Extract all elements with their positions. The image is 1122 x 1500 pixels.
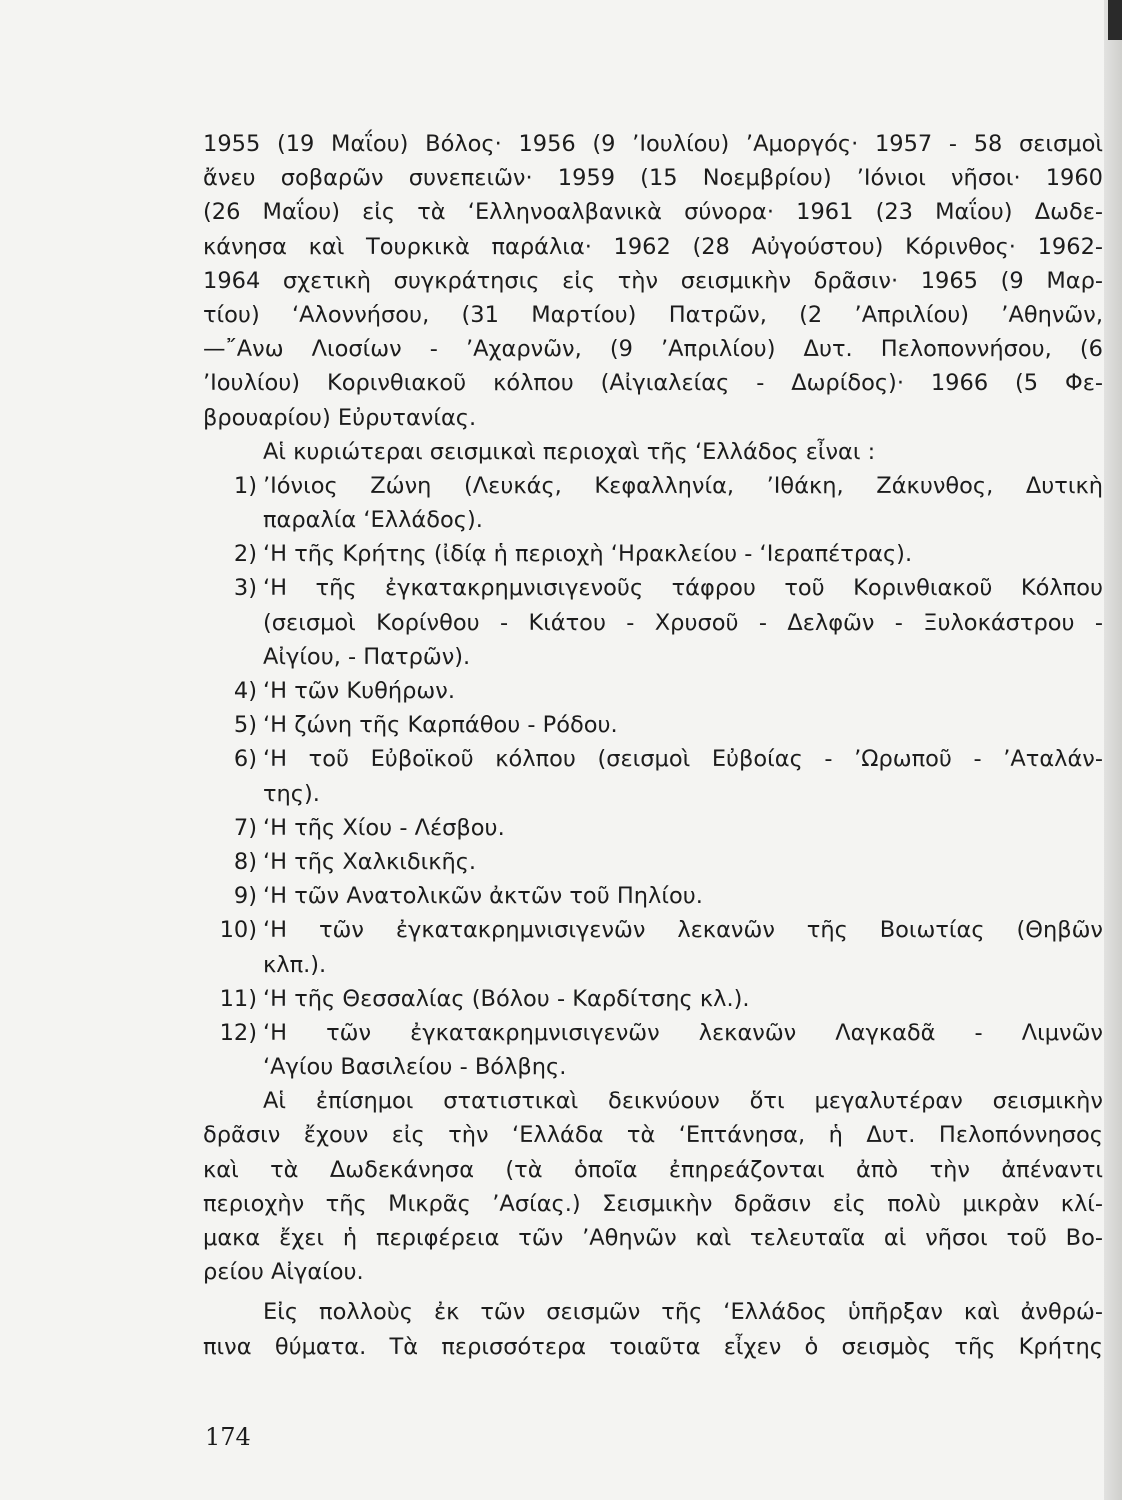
list-item-text: κλπ.). [263,951,327,978]
book-spine-edge [1104,0,1122,1500]
text-line: βρουαρίου) Εὐρυτανίας. [203,404,477,431]
list-item-number: 7) [233,814,257,841]
list-item-text: ‘Η τῆς Κρήτης (ἰδίᾳ ἡ περιοχὴ ‘Ηρακλείου - ‘Ιεραπέτρας). [263,541,913,568]
list-item-text: της). [263,780,320,807]
list-item [203,708,1103,742]
list-item-number: 11) [219,985,257,1012]
list-item-text: ‘Η τῶν ἐγκατακρημνισιγενῶν λεκανῶν τῆς Βοιωτίας (Θηβῶν [263,917,1103,944]
text-line: Εἰς πολλοὺς ἐκ τῶν σεισμῶν τῆς ‘Ελλάδος ὑπῆρξαν καὶ ἀνθρώ- [263,1299,1103,1326]
list-item [203,879,1103,913]
list-item [203,674,1103,708]
list-item [203,571,1103,605]
list-item-number: 10) [219,917,257,944]
statistics-paragraph [203,1084,1103,1289]
list-item-text: ’Ιόνιος Ζώνη (Λευκάς, Κεφαλληνία, ’Ιθάκη, Ζάκυνθος, Δυτικὴ [263,472,1103,499]
list-item-text: ‘Η τῶν ἐγκατακρημνισιγενῶν λεκανῶν Λαγκαδᾶ - Λιμνῶν [263,1019,1103,1046]
list-item-text: ‘Αγίου Βασιλείου - Βόλβης. [263,1054,567,1081]
list-item-text: ‘Η τῆς Χίου - Λέσβου. [263,814,505,841]
list-item-text: παραλία ‘Ελλάδος). [263,507,483,534]
list-item [203,537,1103,571]
text-line: 1955 (19 Μαΐου) Βόλος· 1956 (9 ’Ιουλίου) ’Αμοργός· 1957 - 58 σεισμοὶ [203,131,1103,157]
list-item [203,742,1103,776]
text-line: περιοχὴν τῆς Μικρᾶς ’Ασίας.) Σεισμικὴν δρᾶσιν εἰς πολὺ μικρὰν κλί- [203,1190,1103,1217]
list-item-text: ‘Η τῶν Ανατολικῶν ἀκτῶν τοῦ Πηλίου. [263,883,703,910]
body-text [203,127,1103,1364]
text-line: καὶ τὰ Δωδεκάνησα (τὰ ὁποῖα ἐπηρεάζονται ἀπὸ τὴν ἀπέναντι [203,1156,1103,1183]
list-item-text: ‘Η ζώνη τῆς Καρπάθου - Ρόδου. [263,712,618,739]
list-item-number: 4) [233,678,257,704]
text-line: τίου) ‘Αλοννήσου, (31 Μαρτίου) Πατρῶν, (2 ’Απριλίου) ’Αθηνῶν, [203,301,1103,328]
list-item-number: 12) [219,1019,257,1046]
list-item-number: 3) [233,575,257,602]
text-line: ’Ιουλίου) Κορινθιακοῦ κόλπου (Αἰγιαλείας - Δωρίδος)· 1966 (5 Φε- [203,370,1103,397]
regions-list [203,469,1103,1084]
list-item-number: 9) [233,883,257,910]
list-item-number: 2) [233,541,257,568]
list-item-text: ‘Η τοῦ Εὐβοϊκοῦ κόλπου (σεισμοὶ Εὐβοίας - ’Ωρωποῦ - ’Αταλάν- [263,746,1103,773]
list-item-number: 6) [233,746,257,773]
text-line: μακα ἔχει ἡ περιφέρεια τῶν ’Αθηνῶν καὶ τελευταῖα αἱ νῆσοι τοῦ Βο- [203,1225,1103,1251]
text-line: δρᾶσιν ἔχουν εἰς τὴν ‘Ελλάδα τὰ ‘Επτάνησα, ἡ Δυτ. Πελοπόννησος [203,1122,1103,1149]
text-line: (26 Μαΐου) εἰς τὰ ‘Ελληνοαλβανικὰ σύνορα· 1961 (23 Μαΐου) Δωδε- [203,199,1103,226]
list-item-text: ‘Η τῶν Κυθήρων. [263,678,455,704]
list-item [203,811,1103,845]
list-item-text: ‘Η τῆς Θεσσαλίας (Βόλου - Καρδίτσης κλ.). [263,985,750,1012]
list-item-text: ‘Η τῆς ἐγκατακρημνισιγενοῦς τάφρου τοῦ Κορινθιακοῦ Κόλπου [263,575,1103,602]
list-item [203,845,1103,879]
list-item-text: Αἰγίου, - Πατρῶν). [263,643,471,670]
text-line: —῎Ανω Λιοσίων - ’Αχαρνῶν, (9 ’Απριλίου) Δυτ. Πελοποννήσου, (6 [203,336,1103,363]
list-item-number: 8) [233,848,257,875]
list-item-text: (σεισμοὶ Κορίνθου - Κιάτου - Χρυσοῦ - Δελφῶν - Ξυλοκάστρου - [263,609,1103,636]
victims-paragraph [203,1295,1103,1363]
list-item-number: 1) [233,472,257,499]
intro-paragraph [203,127,1103,435]
text-line: 1964 σχετικὴ συγκράτησις εἰς τὴν σεισμικὴν δρᾶσιν· 1965 (9 Μαρ- [203,267,1103,294]
list-item-text: ‘Η τῆς Χαλκιδικῆς. [263,848,477,875]
list-intro: Αἱ κυριώτεραι σεισμικαὶ περιοχαὶ τῆς ‘Ελλάδος εἶναι : [263,438,876,465]
page-number: 174 [205,1423,251,1451]
text-line: ρείου Αἰγαίου. [203,1259,364,1286]
text-line: ἄνευ σοβαρῶν συνεπειῶν· 1959 (15 Νοεμβρίου) ’Ιόνιοι νῆσοι· 1960 [203,165,1103,192]
list-item [203,982,1103,1016]
text-line: Αἱ ἐπίσημοι στατιστικαὶ δεικνύουν ὅτι μεγαλυτέραν σεισμικὴν [263,1088,1103,1115]
list-item [203,1016,1103,1050]
list-item [203,469,1103,503]
text-line: κάνησα καὶ Τουρκικὰ παράλια· 1962 (28 Αὐγούστου) Κόρινθος· 1962- [203,233,1103,260]
binding-shadow [1108,0,1122,40]
list-item-number: 5) [233,712,257,739]
text-line: πινα θύματα. Τὰ περισσότερα τοιαῦτα εἶχεν ὁ σεισμὸς τῆς Κρήτης [203,1333,1103,1360]
list-item [203,913,1103,947]
